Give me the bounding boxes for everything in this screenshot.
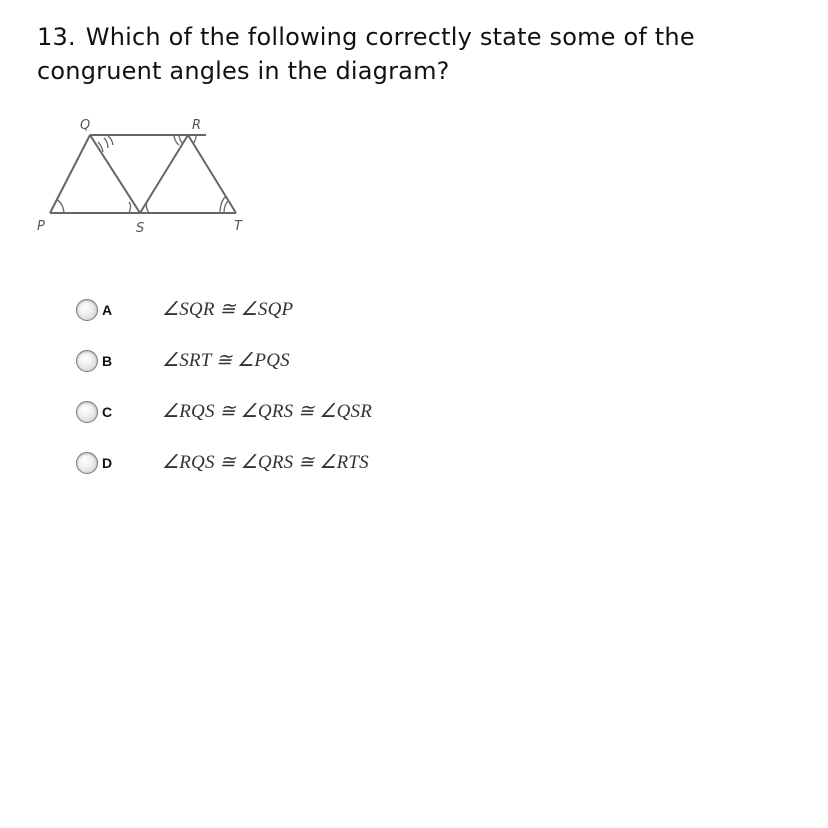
question-number: 13. <box>37 23 76 51</box>
label-t: T <box>234 219 242 234</box>
radio-button-a[interactable] <box>76 299 98 321</box>
choice-letter-a: A <box>102 301 113 318</box>
radio-button-d[interactable] <box>76 452 98 474</box>
choice-letter-d: D <box>102 454 113 471</box>
geometry-diagram <box>28 108 268 243</box>
angle-mark-s-left <box>129 202 131 213</box>
angle-mark-p <box>57 200 64 213</box>
choice-b[interactable] <box>76 335 476 386</box>
choice-text-b: ∠SRT ≅ ∠PQS <box>162 350 290 371</box>
choice-text-c: ∠RQS ≅ ∠QRS ≅ ∠QSR <box>162 401 373 422</box>
angle-mark-r-left-2 <box>179 136 183 144</box>
question-text-block <box>37 20 797 88</box>
choice-letter-c: C <box>102 403 113 420</box>
question-prompt: Which of the following correctly state some of the congruent angles in the diagram? <box>37 23 695 85</box>
segment-sr <box>140 135 188 213</box>
choice-text-d: ∠RQS ≅ ∠QRS ≅ ∠RTS <box>162 452 369 473</box>
segment-qs <box>90 135 140 213</box>
label-p: P <box>37 219 45 234</box>
answer-choices <box>76 284 476 488</box>
label-s: S <box>136 221 145 236</box>
radio-button-b[interactable] <box>76 350 98 372</box>
radio-button-c[interactable] <box>76 401 98 423</box>
choice-text-a: ∠SQR ≅ ∠SQP <box>162 299 294 320</box>
segment-rt <box>188 135 236 213</box>
choice-a[interactable] <box>76 284 476 335</box>
choice-c[interactable] <box>76 386 476 437</box>
label-q: Q <box>80 118 91 133</box>
label-r: R <box>192 118 202 133</box>
angle-mark-s-right <box>146 202 149 213</box>
angle-mark-q-right-2 <box>108 136 113 145</box>
angle-mark-r-right <box>193 136 196 144</box>
angle-mark-q-right <box>104 138 108 148</box>
choice-letter-b: B <box>102 352 113 369</box>
angle-mark-r-left <box>174 136 179 145</box>
segment-pq <box>50 135 90 213</box>
choice-d[interactable] <box>76 437 476 488</box>
